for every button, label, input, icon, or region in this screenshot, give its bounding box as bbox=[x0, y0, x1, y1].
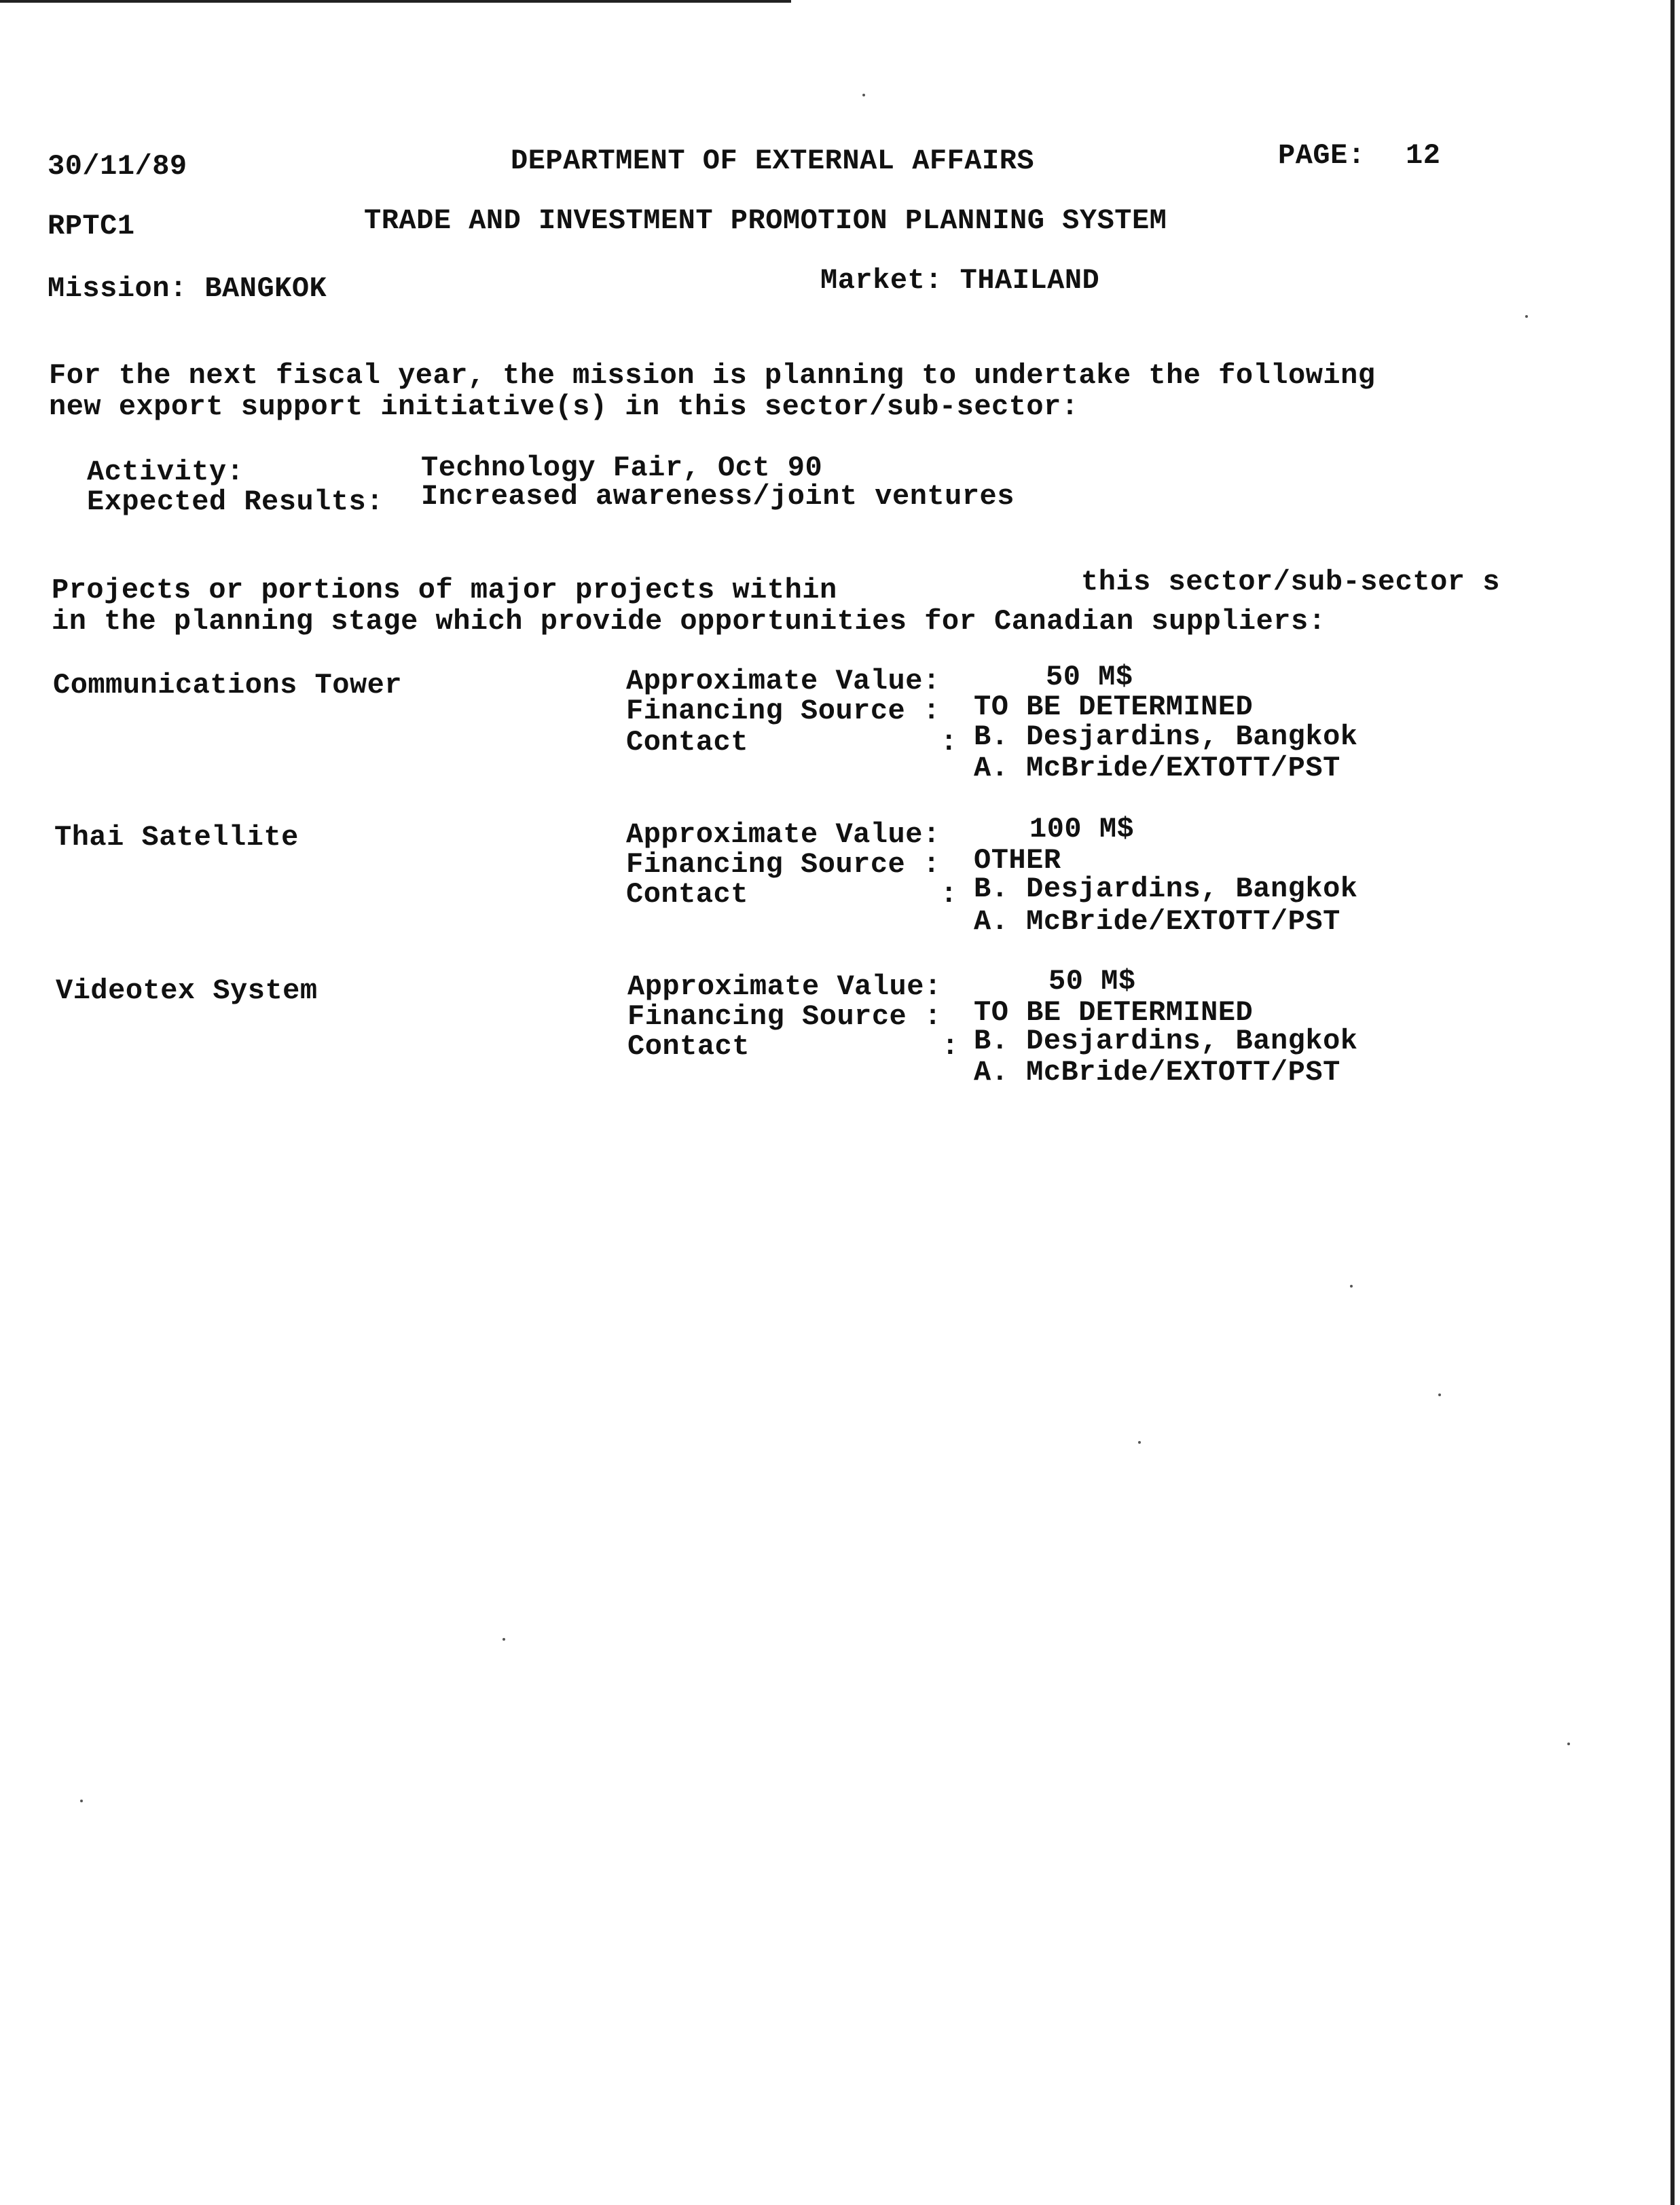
project-name: Communications Tower bbox=[53, 669, 403, 701]
initiatives-intro-line2: new export support initiative(s) in this sector/sub-sector: bbox=[49, 390, 1079, 423]
approximate-value-label: Approximate Value: bbox=[627, 970, 942, 1003]
scan-speck bbox=[1525, 315, 1528, 318]
scan-speck bbox=[1438, 1393, 1441, 1396]
contact-primary: B. Desjardins, Bangkok bbox=[974, 873, 1358, 905]
approximate-value: 50 M$ bbox=[1046, 661, 1133, 693]
mission: Mission: BANGKOK bbox=[48, 272, 327, 305]
projects-intro-line2: in the planning stage which provide opportunities for Canadian suppliers: bbox=[52, 605, 1326, 638]
scan-speck bbox=[1350, 1285, 1353, 1288]
scan-speck bbox=[1567, 1743, 1570, 1745]
expected-results-label: Expected Results: bbox=[87, 486, 384, 518]
scan-speck bbox=[503, 1638, 505, 1641]
financing-source-label: Financing Source : bbox=[627, 1000, 942, 1033]
activity-label: Activity: bbox=[87, 456, 244, 488]
contact-label: Contact : bbox=[626, 878, 958, 911]
financing-source-label: Financing Source : bbox=[626, 848, 941, 881]
contact-secondary: A. McBride/EXTOTT/PST bbox=[974, 1056, 1340, 1089]
activity-value: Technology Fair, Oct 90 bbox=[421, 452, 823, 484]
contact-primary: B. Desjardins, Bangkok bbox=[974, 1025, 1358, 1057]
approximate-value-label: Approximate Value: bbox=[626, 818, 941, 851]
scan-speck bbox=[80, 1800, 83, 1802]
report-date: 30/11/89 bbox=[48, 150, 187, 183]
projects-intro-line1b: this sector/sub-sector s bbox=[1081, 566, 1500, 598]
page-number: 12 bbox=[1406, 139, 1441, 172]
contact-secondary: A. McBride/EXTOTT/PST bbox=[974, 905, 1340, 938]
project-name: Thai Satellite bbox=[54, 821, 299, 854]
contact-label: Contact : bbox=[626, 726, 958, 759]
financing-source: TO BE DETERMINED bbox=[974, 691, 1254, 723]
approximate-value: 100 M$ bbox=[1029, 813, 1135, 845]
financing-source: TO BE DETERMINED bbox=[974, 996, 1254, 1029]
department-title: DEPARTMENT OF EXTERNAL AFFAIRS bbox=[511, 145, 1035, 177]
contact-primary: B. Desjardins, Bangkok bbox=[974, 721, 1358, 753]
scan-edge-top bbox=[0, 0, 791, 3]
contact-secondary: A. McBride/EXTOTT/PST bbox=[974, 752, 1340, 784]
scan-speck bbox=[1138, 1441, 1141, 1444]
report-code: RPTC1 bbox=[48, 210, 135, 242]
market: Market: THAILAND bbox=[820, 264, 1100, 297]
page-label: PAGE: bbox=[1278, 139, 1366, 172]
system-title: TRADE AND INVESTMENT PROMOTION PLANNING SYSTEM bbox=[364, 204, 1167, 237]
projects-intro-line1a: Projects or portions of major projects within bbox=[52, 574, 837, 606]
approximate-value-label: Approximate Value: bbox=[626, 665, 941, 697]
financing-source: OTHER bbox=[974, 844, 1061, 877]
initiatives-intro-line1: For the next fiscal year, the mission is planning to undertake the following bbox=[49, 359, 1376, 392]
expected-results-value: Increased awareness/joint ventures bbox=[421, 480, 1015, 513]
project-name: Videotex System bbox=[56, 974, 318, 1007]
scan-speck bbox=[862, 94, 865, 96]
approximate-value: 50 M$ bbox=[1048, 965, 1136, 998]
contact-label: Contact : bbox=[627, 1030, 960, 1063]
financing-source-label: Financing Source : bbox=[626, 695, 941, 727]
scan-edge-right bbox=[1670, 0, 1675, 2205]
